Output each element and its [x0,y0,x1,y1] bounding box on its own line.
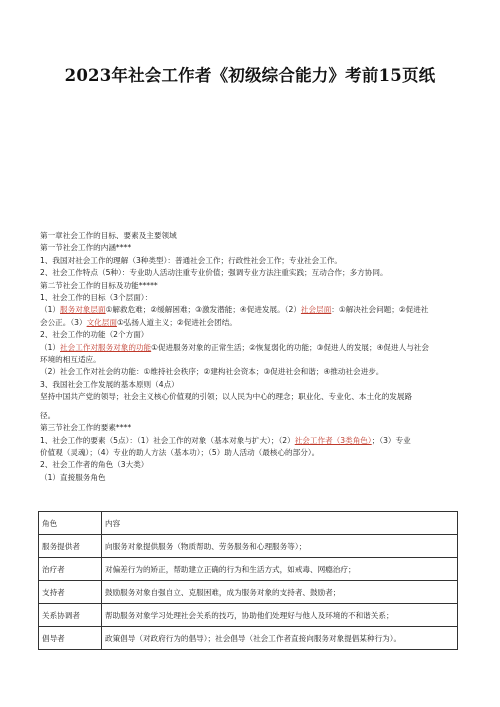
paragraph: 1、我国对社会工作的理解（3种类型）：普通社会工作；行政性社会工作；专业社会工作。 [40,255,343,265]
text-run: 1、社会工作的要素（5点）：（1）社会工作的对象（基本对象与扩大）；（2） [40,435,295,445]
text-run: ；（3）专业 [371,435,411,445]
text-run: ①促进服务对象的正常生活；②恢复弱化的功能；③促进人的发展；④促进人与社会 [151,342,429,352]
text-run: ：①解决社会问题；②促进社 [331,305,429,315]
paragraph: 2、社会工作的功能（2个方面） [40,330,149,340]
section-heading: 第一节社会工作的内涵**** [40,243,132,253]
roles-table [38,511,458,650]
paragraph: 2、社会工作特点（5种）：专业助人活动注重专业价值；强调专业方法注重实践；互动合作；多方协同。 [40,268,388,278]
table-cell: 倡导者 [39,627,102,650]
paragraph: （2）社会工作对社会的功能：①维持社会秩序；②建构社会资本；③促进社会和谐；④推动社会进步。 [40,367,384,377]
table-row [39,604,458,627]
paragraph [40,435,465,447]
table-row [39,535,458,558]
text-run: （1） [40,305,61,315]
paragraph: 环境的相互适应。 [40,355,101,365]
text-run: ①弘扬人道主义；②促进社会团结。 [116,317,237,327]
table-cell: 服务提供者 [39,535,102,558]
paragraph: 价值观（灵魂）；（4）专业的助人方法（基本功）；（5）助人活动（最核心的部分）。 [40,447,320,457]
paragraph: 1、社会工作的目标（3个层面）： [40,293,153,303]
paragraph [40,304,465,316]
chapter-heading: 第一章社会工作的目标、要素及主要领域 [40,231,177,240]
table-cell: 关系协调者 [39,604,102,627]
highlight-text: 社会层面 [300,305,332,315]
text-run: （1） [40,342,61,352]
paragraph: 2、社会工作者的角色（3大类） [40,460,149,470]
table-row [39,558,458,581]
table-cell: 对偏差行为的矫正，帮助建立正确的行为和生活方式，如戒毒、网瘾治疗； [102,558,458,581]
text-run: ①解救危难；②缓解困难；③激发潜能；④促进发展。（2） [105,305,301,315]
highlight-text: 服务对象层面 [60,305,106,315]
table-header-row [39,512,458,535]
paragraph: 径。 [40,410,56,420]
highlight-text: 文化层面 [86,317,117,327]
table-header-cell: 角色 [39,512,102,535]
table-cell: 政策倡导（对政府行为的倡导）；社会倡导（社会工作者直接向服务对象提倡某种行为）。 [102,627,458,650]
paragraph: 坚持中国共产党的领导；社会主义核心价值观的引领；以人民为中心的理念；职业化、专业化、本土化的发展路 [40,392,413,402]
document-body [40,230,465,484]
text-run: 会公正。（3） [40,317,87,327]
section-heading: 第二节社会工作的目标及功能***** [40,280,158,290]
section-heading: 第三节社会工作的要素**** [40,423,132,433]
table-cell: 帮助服务对象学习处理社会关系的技巧，协助他们处理好与他人及环境的不和谐关系； [102,604,458,627]
paragraph [40,342,465,354]
table-cell: 治疗者 [39,558,102,581]
table-row [39,581,458,604]
table-cell: 支持者 [39,581,102,604]
highlight-text: 社会工作者（3类角色） [294,435,372,445]
table-cell: 鼓励服务对象自强自立、克服困难，成为服务对象的支持者、鼓励者； [102,581,458,604]
paragraph: 3、我国社会工作发展的基本原则（4点） [40,379,179,389]
paragraph: （1）直接服务角色 [40,472,106,482]
table-row [39,627,458,650]
document-title: 2023年社会工作者《初级综合能力》考前15页纸 [64,66,436,85]
table-cell: 向服务对象提供服务（物质帮助、劳务服务和心理服务等）； [102,535,458,558]
paragraph [40,317,465,329]
table-header-cell: 内容 [102,512,458,535]
highlight-text: 社会工作对服务对象的功能 [60,342,152,352]
